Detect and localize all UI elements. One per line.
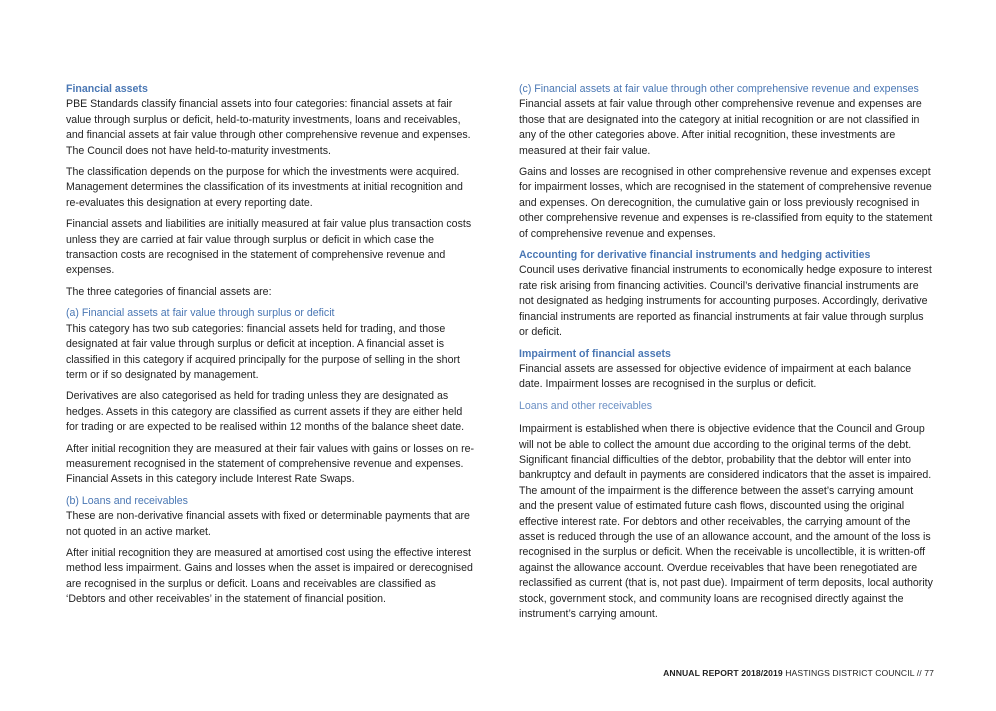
section-c-heading: (c) Financial assets at fair value through other comprehensive revenue and expenses <box>519 83 919 95</box>
paragraph: These are non-derivative financial assets with fixed or determinable payments that are not quoted in an active market. <box>66 510 470 538</box>
section-a <box>66 306 476 487</box>
paragraph: The classification depends on the purpose for which the investments were acquired. Management determines the classification of its investments at initial recognition and re-evaluates this designation at every reporting date. <box>66 166 463 209</box>
paragraph: The three categories of financial assets are: <box>66 285 272 298</box>
paragraph: Derivatives are also categorised as held for trading unless they are designated as hedges. Assets in this category are classified as current assets if they are either held for trading or are expected to be realised within 12 months of the balance sheet date. <box>66 390 465 434</box>
section-a-heading: (a) Financial assets at fair value through surplus or deficit <box>66 307 335 320</box>
paragraph: Financial assets at fair value through other comprehensive revenue and expenses are those that are designated into the category at initial recognition or are not classified in any of the other categories above. After initial recognition, these investments are measured at their fair value. <box>519 98 922 157</box>
loans-receivables-subheading: Loans and other receivables <box>519 399 653 412</box>
impairment-section <box>519 347 933 623</box>
left-column <box>66 82 476 614</box>
section-c <box>519 82 933 242</box>
financial-assets-heading: Financial assets <box>66 83 148 95</box>
page-footer <box>663 668 934 678</box>
paragraph: Impairment is established when there is objective evidence that the Council and Group will not be able to collect the amount due according to the original terms of the debt. Significant financial difficulties of the debtor, probability that the debtor will enter into bankruptcy and default in payments are considered indicators that the asset is impaired. The amount of the impairment is the difference between the asset’s carrying amount and the present value of estimated future cash flows, discounted using the original effective interest rate. For debtors and other receivables, the carrying amount of the asset is reduced through the use of an allowance account, and the amount of the loss is recognised in the surplus or deficit. When the receivable is uncollectible, it is written-off against the allowance account. Overdue receivables that have been renegotiated are reclassified as current (that is, not past due). Impairment of term deposits, local authority stock, government stock, and community loans are recognised directly against the instrument’s carrying amount. <box>519 423 933 620</box>
footer-report-title: ANNUAL REPORT 2018/2019 <box>663 668 783 678</box>
footer-separator: // <box>916 668 922 678</box>
footer-org-name: HASTINGS DISTRICT COUNCIL <box>785 668 915 678</box>
derivatives-heading: Accounting for derivative financial instruments and hedging activities <box>519 249 871 262</box>
paragraph: After initial recognition they are measured at their fair values with gains or losses on re-measurement recognised in the statement of comprehensive revenue and expenses. Financial Assets in this category include Interest Rate Swaps. <box>66 442 475 486</box>
paragraph: Financial assets are assessed for objective evidence of impairment at each balance date. Impairment losses are recognised in the surplus or deficit. <box>519 362 912 391</box>
paragraph: This category has two sub categories: financial assets held for trading, and those designated at fair value through surplus or deficit at inception. A financial asset is classified in this category if acquired principally for the purpose of selling in the short term or if so designated by management. <box>66 322 460 381</box>
derivatives-section <box>519 248 933 340</box>
financial-assets-section <box>66 82 476 300</box>
section-b <box>66 494 476 608</box>
section-b-heading: (b) Loans and receivables <box>66 494 188 507</box>
paragraph: After initial recognition they are measured at amortised cost using the effective interest method less impairment. Gains and losses when the asset is impaired or derecognised are recognised in the surplus or deficit. Loans and receivables are classified as ‘Debtors and other receivables’ in the statement of financial position. <box>66 546 473 606</box>
paragraph: Council uses derivative financial instruments to economically hedge exposure to interest rate risk arising from financing activities. Council’s derivative financial instruments are not designated as hedging instruments for accounting purposes. Accordingly, derivative financial instruments are reported as financial instruments at fair value through surplus or deficit. <box>519 264 932 339</box>
impairment-heading: Impairment of financial assets <box>519 347 671 360</box>
paragraph: Financial assets and liabilities are initially measured at fair value plus transaction costs unless they are carried at fair value through surplus or deficit in which case the transaction costs are recognised in the statement of comprehensive revenue and expenses. <box>66 218 472 277</box>
page-number: 77 <box>924 668 934 678</box>
right-column <box>519 82 933 628</box>
paragraph: PBE Standards classify financial assets into four categories: financial assets at fair value through surplus or deficit, held-to-maturity investments, loans and receivables, and financial assets at fair value through other comprehensive revenue and expenses. The Council does not have held-to-maturity investments. <box>66 98 471 157</box>
paragraph: Gains and losses are recognised in other comprehensive revenue and expenses except for impairment losses, which are recognised in the statement of comprehensive revenue and expenses. On derecognition, the cumulative gain or loss previously recognised in other comprehensive revenue and expenses is re-classified from equity to the statement of comprehensive revenue and expenses. <box>519 166 933 240</box>
